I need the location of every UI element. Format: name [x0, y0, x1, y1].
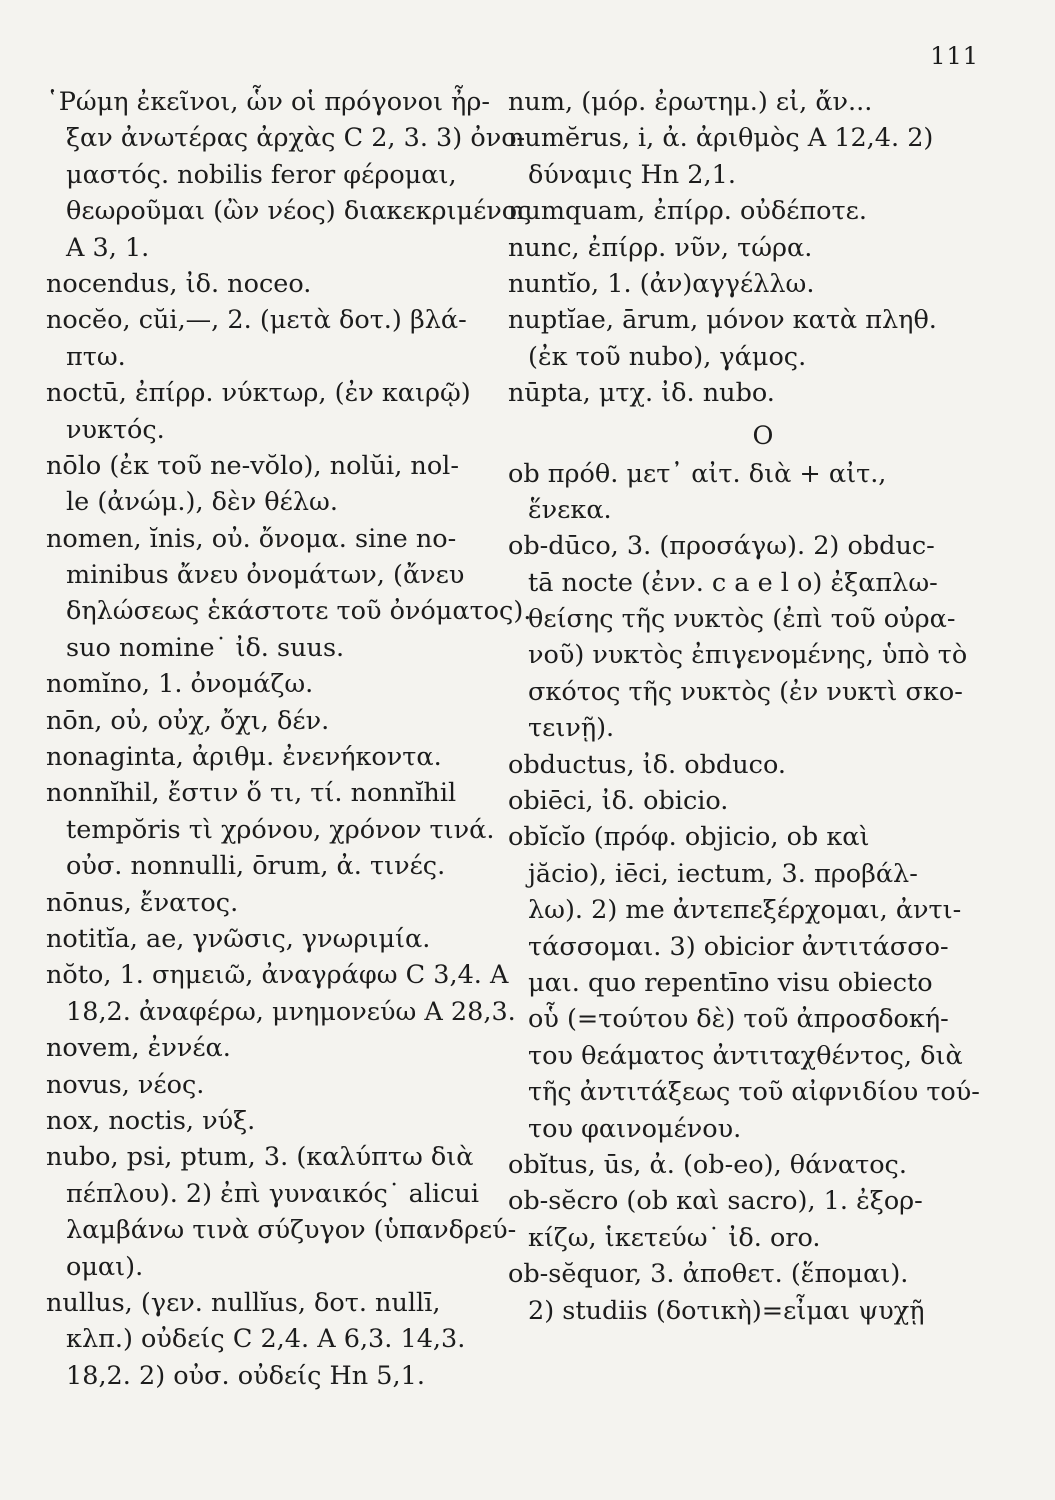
dictionary-line: μαι. quo repentīno visu obiecto	[528, 967, 933, 998]
dictionary-line: nomen, ĭnis, οὐ. ὄνομα. sine no-	[46, 523, 457, 554]
dictionary-line: ob πρόθ. μετ᾿ αἰτ. διὰ + αἰτ.,	[508, 458, 887, 489]
dictionary-line: tempŏris τὶ χρόνου, χρόνον τινά.	[66, 814, 495, 845]
dictionary-line: nox, noctis, νύξ.	[46, 1105, 256, 1136]
dictionary-line: του φαινομένου.	[528, 1113, 742, 1144]
dictionary-line: novus, νέος.	[46, 1069, 205, 1100]
dictionary-line: δύναμις Hn 2,1.	[528, 159, 736, 190]
dictionary-line: obductus, ἰδ. obduco.	[508, 749, 786, 780]
dictionary-line: δηλώσεως ἑκάστοτε τοῦ ὀνόματος).	[66, 596, 532, 627]
dictionary-line: νοῦ) νυκτὸς ἐπιγενομένης, ὑπὸ τὸ	[528, 640, 968, 671]
dictionary-line: suo nomine˙ ἰδ. suus.	[66, 632, 345, 663]
dictionary-line: ob-sĕquor, 3. ἀποθετ. (ἕπομαι).	[508, 1259, 909, 1290]
dictionary-line: τάσσομαι. 3) obicior ἀντιτάσσο-	[528, 931, 949, 962]
dictionary-line: (ἐκ τοῦ nubo), γάμος.	[528, 341, 807, 372]
dictionary-line: obĭtus, ūs, ἀ. (ob-eo), θάνατος.	[508, 1149, 907, 1180]
dictionary-line: nullus, (γεν. nullĭus, δοτ. nullī,	[46, 1287, 441, 1318]
dictionary-line: nŏto, 1. σημειῶ, ἀναγράφω C 3,4. A	[46, 960, 509, 991]
dictionary-line: ob-sĕcro (ob καὶ sacro), 1. ἐξορ-	[508, 1186, 923, 1217]
dictionary-line: κλπ.) οὐδείς C 2,4. A 6,3. 14,3.	[66, 1324, 466, 1355]
dictionary-line: numquam, ἐπίρρ. οὐδέποτε.	[508, 196, 867, 227]
dictionary-line: obiēci, ἰδ. obicio.	[508, 786, 729, 817]
dictionary-line: ομαι).	[66, 1251, 144, 1282]
right-column-entries-n	[508, 84, 978, 412]
dictionary-line: 18,2. 2) οὐσ. οὐδείς Hn 5,1.	[66, 1360, 425, 1391]
dictionary-line: noctū, ἐπίρρ. νύκτωρ, (ἐν καιρῷ)	[46, 378, 471, 409]
dictionary-line: nocĕo, cŭi,—, 2. (μετὰ δοτ.) βλά-	[46, 305, 467, 336]
dictionary-line: οὐσ. nonnulli, ōrum, ἀ. τινές.	[66, 851, 446, 882]
dictionary-line: νυκτός.	[66, 414, 165, 445]
dictionary-line: 18,2. ἀναφέρω, μνημονεύω A 28,3.	[66, 996, 516, 1027]
dictionary-line: nuntĭo, 1. (ἀν)αγγέλλω.	[508, 268, 815, 299]
dictionary-line: minibus ἄνευ ὀνομάτων, (ἄνευ	[66, 560, 465, 591]
dictionary-line: nōnus, ἔνατος.	[46, 887, 239, 918]
right-column	[508, 84, 978, 1329]
dictionary-line: οὗ (=τούτου δὲ) τοῦ ἀπροσδοκή-	[528, 1004, 949, 1035]
dictionary-line: nonaginta, ἀριθμ. ἐνενήκοντα.	[46, 742, 442, 773]
dictionary-line: σκότος τῆς νυκτὸς (ἐν νυκτὶ σκο-	[528, 676, 963, 707]
dictionary-line: le (ἀνώμ.), δὲν θέλω.	[66, 487, 338, 518]
dictionary-line: tā nocte (ἐνν. c a e l o) ἐξαπλω-	[528, 567, 938, 598]
dictionary-line: obĭcĭo (πρόφ. objicio, ob καὶ	[508, 822, 870, 853]
dictionary-line: 2) studiis (δοτικὴ)=εἶμαι ψυχῇ	[528, 1295, 925, 1326]
dictionary-line: κίζω, ἱκετεύω˙ ἰδ. oro.	[528, 1222, 821, 1253]
dictionary-line: πέπλου). 2) ἐπὶ γυναικός˙ alicui	[66, 1178, 479, 1209]
dictionary-line: novem, ἐννέα.	[46, 1033, 231, 1064]
dictionary-line: nubo, psi, ptum, 3. (καλύπτω διὰ	[46, 1142, 474, 1173]
dictionary-line: λαμβάνω τινὰ σύζυγον (ὑπανδρεύ-	[66, 1215, 517, 1246]
dictionary-line: nunc, ἐπίρρ. νῦν, τώρα.	[508, 232, 813, 263]
dictionary-line: ob-dūco, 3. (προσάγω). 2) obduc-	[508, 531, 935, 562]
dictionary-line: num, (μόρ. ἐρωτημ.) εἰ, ἄν...	[508, 87, 873, 117]
dictionary-line: numĕrus, i, ἀ. ἀριθμὸς A 12,4. 2)	[508, 123, 934, 154]
dictionary-line: ῾Ρώμη ἐκεῖνοι, ὧν οἱ πρόγονοι ἦρ-	[46, 87, 490, 117]
dictionary-line: nuptĭae, ārum, μόνον κατὰ πληθ.	[508, 305, 937, 336]
dictionary-line: A 3, 1.	[66, 232, 150, 263]
dictionary-line: θείσης τῆς νυκτὸς (ἐπὶ τοῦ οὐρα-	[528, 604, 956, 635]
dictionary-line: ἕνεκα.	[528, 494, 612, 525]
dictionary-line: τῆς ἀντιτάξεως τοῦ αἰφνιδίου τού-	[528, 1077, 980, 1108]
dictionary-line: nūpta, μτχ. ἰδ. nubo.	[508, 378, 775, 409]
dictionary-line: τεινῇ).	[528, 713, 615, 744]
dictionary-line: θεωροῦμαι (ὢν νέος) διακεκριμένος	[66, 196, 532, 227]
right-column-entries-o	[508, 456, 978, 1329]
dictionary-line: nonnĭhil, ἔστιν ὅ τι, τί. nonnĭhil	[46, 778, 457, 809]
section-letter-heading: O	[752, 420, 774, 451]
dictionary-line: του θεάματος ἀντιταχθέντος, διὰ	[528, 1040, 963, 1071]
page-number: 111	[930, 42, 979, 70]
dictionary-line: jăcio), iēci, iectum, 3. προβάλ-	[528, 858, 918, 889]
left-column	[46, 84, 532, 1394]
dictionary-line: ξαν ἀνωτέρας ἀρχὰς C 2, 3. 3) ὀνο-	[66, 123, 526, 154]
dictionary-line: notitĭa, ae, γνῶσις, γνωριμία.	[46, 923, 431, 954]
dictionary-line: μαστός. nobilis feror φέρομαι,	[66, 159, 457, 190]
dictionary-line: nōlo (ἐκ τοῦ ne-vŏlo), nolŭi, nol-	[46, 450, 459, 481]
dictionary-line: nocendus, ἰδ. noceo.	[46, 268, 312, 299]
dictionary-line: λω). 2) me ἀντεπεξέρχομαι, ἀντι-	[528, 895, 962, 926]
dictionary-line: πτω.	[66, 341, 126, 372]
dictionary-line: nomĭno, 1. ὀνομάζω.	[46, 669, 314, 700]
dictionary-line: nōn, οὐ, οὐχ, ὄχι, δέν.	[46, 705, 330, 736]
